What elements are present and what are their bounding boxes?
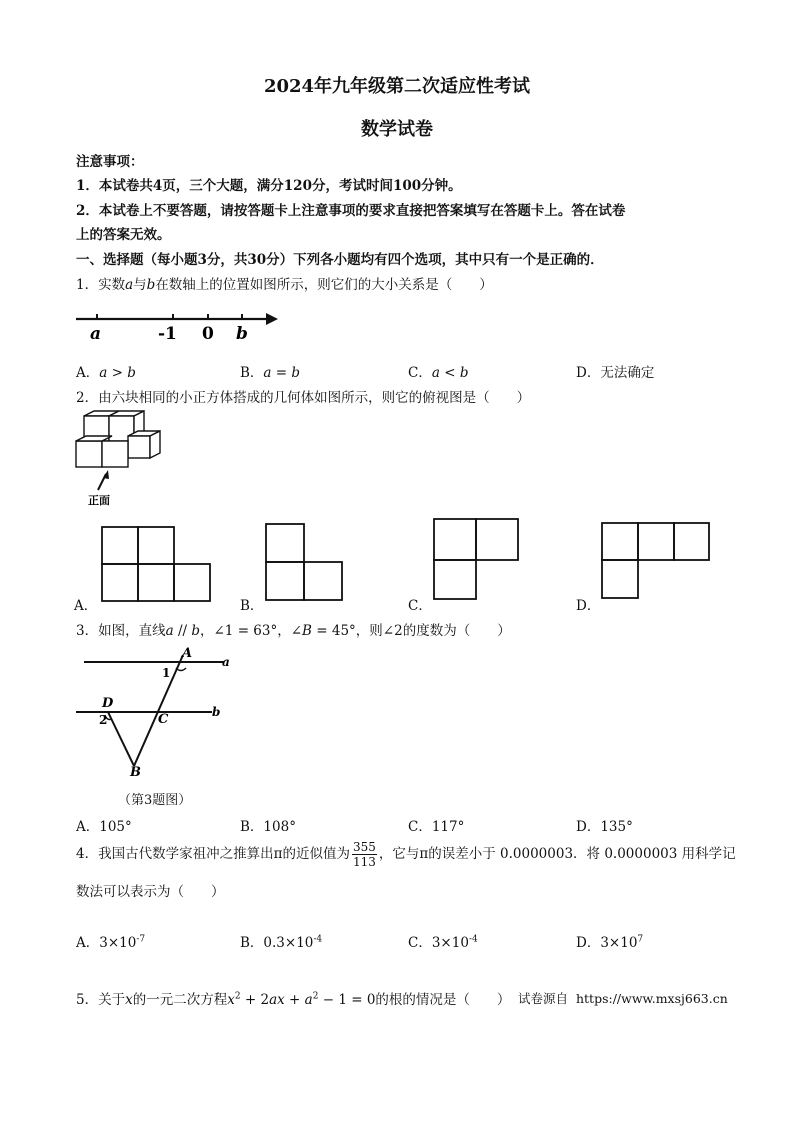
q5-stem-mid: 的一元二次方程 bbox=[132, 992, 228, 1008]
q5-eq-ax: ax bbox=[269, 992, 285, 1008]
q4-fraction-numerator: 355 bbox=[352, 840, 376, 854]
q2-option-d-figure bbox=[600, 521, 712, 601]
q3-label-C: C bbox=[158, 712, 169, 727]
q2-cube-side-2 bbox=[150, 431, 160, 458]
source-label: 试卷源自 bbox=[518, 991, 569, 1006]
q3-option-b[interactable]: B．108° bbox=[240, 819, 296, 835]
q1-option-b-lhs: a bbox=[263, 365, 272, 381]
q1-stem-mid: 与 bbox=[133, 277, 147, 293]
q4-option-c-exp: -4 bbox=[468, 934, 478, 945]
q2-cube-front-4 bbox=[76, 441, 102, 467]
q3-label-A: A bbox=[182, 646, 193, 661]
q2-option-c-figure bbox=[432, 517, 522, 601]
q1-option-c-rhs: b bbox=[459, 365, 469, 381]
notes-item-2-line1: 2．本试卷上不要答题，请按答题卡上注意事项的要求直接把答案填写在答题卡上。答在试卷 bbox=[76, 203, 626, 219]
q1-option-b-rhs: b bbox=[291, 365, 301, 381]
q1-number-line-figure bbox=[70, 305, 290, 345]
q3-label-b: b bbox=[212, 705, 221, 719]
q3-label-B: B bbox=[130, 765, 141, 778]
q1-option-c-op: < bbox=[439, 365, 460, 381]
q4-option-d-exp: 7 bbox=[637, 934, 644, 945]
q1-var-b: b bbox=[146, 277, 156, 293]
q1-stem-post: 在数轴上的位置如图所示，则它们的大小关系是（ ） bbox=[155, 277, 493, 293]
q4-stem-line1 bbox=[76, 840, 736, 869]
q2-cube-front-3 bbox=[128, 436, 150, 458]
q4-fraction-denominator: 113 bbox=[352, 855, 376, 869]
q4-option-a-exp: -7 bbox=[136, 934, 146, 945]
q5-stem bbox=[76, 988, 510, 1008]
section-1-heading: 一、选择题（每小题3分，共30分）下列各小题均有四个选项，其中只有一个是正确的． bbox=[76, 252, 604, 268]
q3-option-d[interactable]: D．135° bbox=[576, 819, 633, 835]
q3-label-a: a bbox=[222, 655, 230, 669]
q5-eq-exp2: 2 bbox=[312, 991, 319, 1002]
q4-option-a-coef: 3×10 bbox=[99, 935, 137, 951]
q1-option-a-op: > bbox=[107, 365, 128, 381]
q5-eq-rest: − 1 = 0 bbox=[318, 992, 376, 1008]
q1-option-a-rhs: b bbox=[127, 365, 136, 381]
q3-option-a[interactable]: A．105° bbox=[76, 819, 132, 835]
notes-item-2-line2: 上的答案无效。 bbox=[76, 227, 171, 243]
q3-stem-mid2: = 45°，则∠2的度数为（ ） bbox=[311, 623, 511, 639]
notes-heading: 注意事项： bbox=[76, 154, 144, 170]
q5-stem-post: 的根的情况是（ ） bbox=[375, 992, 511, 1008]
q5-eq-plus: + 2 bbox=[240, 992, 270, 1008]
q1-label-a: a bbox=[90, 324, 102, 344]
q1-label-b: b bbox=[236, 324, 248, 344]
q3-label-2: 2 bbox=[99, 713, 108, 727]
q1-option-b-op: = bbox=[271, 365, 292, 381]
q3-var-a: a bbox=[165, 623, 174, 639]
q1-option-c[interactable] bbox=[408, 361, 468, 381]
q2-option-b[interactable]: B． bbox=[240, 598, 264, 614]
q3-segment-AB bbox=[134, 655, 183, 766]
q5-var-x: x bbox=[125, 992, 133, 1008]
q1-option-a[interactable] bbox=[76, 361, 136, 381]
q1-option-c-lhs: a bbox=[431, 365, 440, 381]
q1-option-b[interactable] bbox=[240, 361, 300, 381]
q4-option-b[interactable] bbox=[240, 931, 322, 951]
q4-option-b-exp: -4 bbox=[313, 934, 323, 945]
q1-stem bbox=[76, 273, 493, 293]
q1-option-a-letter: A． bbox=[76, 365, 100, 381]
q2-option-c[interactable]: C． bbox=[408, 598, 432, 614]
q2-option-a[interactable]: A． bbox=[74, 598, 98, 614]
q3-stem-pre: 3．如图，直线 bbox=[76, 623, 166, 639]
q3-geometry-figure bbox=[72, 643, 242, 778]
q1-stem-pre: 1．实数 bbox=[76, 277, 126, 293]
q2-cube-front-5 bbox=[102, 441, 128, 467]
q4-option-d-coef: 3×10 bbox=[600, 935, 638, 951]
q1-option-b-letter: B． bbox=[240, 365, 264, 381]
q1-option-c-letter: C． bbox=[408, 365, 432, 381]
q2-front-arrow-head bbox=[103, 470, 109, 479]
q3-label-1: 1 bbox=[162, 666, 171, 680]
q1-label-minus1: -1 bbox=[158, 324, 177, 344]
q4-stem-pre: 4．我国古代数学家祖冲之推算出π的近似值为 bbox=[76, 846, 350, 862]
q2-front-label: 正面 bbox=[88, 494, 110, 507]
q2-option-d[interactable]: D． bbox=[576, 598, 601, 614]
q1-var-a: a bbox=[125, 277, 134, 293]
q3-segment-DB bbox=[108, 712, 134, 766]
q3-stem-mid1: ，∠1 = 63°，∠ bbox=[200, 623, 303, 639]
q5-stem-pre: 5．关于 bbox=[76, 992, 126, 1008]
q3-var-B: B bbox=[302, 623, 312, 639]
q5-eq-x: x bbox=[227, 992, 235, 1008]
source-url[interactable]: https://www.mxsj663.cn bbox=[575, 991, 728, 1006]
q3-option-c[interactable]: C．117° bbox=[408, 819, 465, 835]
q3-var-b: b bbox=[191, 623, 200, 639]
q5-eq-plus2: + bbox=[284, 992, 305, 1008]
q1-option-d-letter: D． bbox=[576, 365, 601, 381]
q4-fraction bbox=[352, 840, 377, 869]
q2-option-b-figure bbox=[264, 522, 344, 602]
q4-option-c[interactable] bbox=[408, 931, 478, 951]
page-subtitle: 数学试卷 bbox=[361, 119, 433, 140]
q4-option-d[interactable] bbox=[576, 931, 643, 951]
q1-axis-arrow bbox=[266, 313, 278, 325]
q3-parallel: // bbox=[173, 623, 192, 639]
q1-option-d[interactable] bbox=[576, 361, 654, 381]
q3-stem bbox=[76, 619, 511, 639]
q2-cube-figure bbox=[72, 408, 162, 508]
q3-figure-caption: （第3题图） bbox=[118, 793, 192, 808]
q1-option-d-text: 无法确定 bbox=[600, 365, 655, 381]
q4-option-b-coef: 0.3×10 bbox=[263, 935, 314, 951]
q1-label-zero: 0 bbox=[202, 324, 214, 344]
q4-stem-post: ，它与π的误差小于 0.0000003．将 0.0000003 用科学记 bbox=[378, 846, 736, 862]
q2-option-a-figure bbox=[100, 525, 212, 603]
source-note bbox=[518, 989, 728, 1007]
page-title: 2024年九年级第二次适应性考试 bbox=[263, 76, 531, 97]
q5-eq-exp1: 2 bbox=[234, 991, 241, 1002]
q4-option-d-letter: D． bbox=[576, 935, 601, 951]
notes-item-1: 1．本试卷共4页，三个大题，满分120分，考试时间100分钟。 bbox=[76, 178, 462, 194]
q4-option-b-letter: B． bbox=[240, 935, 264, 951]
q3-label-D: D bbox=[102, 696, 114, 711]
q4-option-c-letter: C． bbox=[408, 935, 432, 951]
q4-stem-line2: 数法可以表示为（ ） bbox=[76, 884, 225, 900]
q4-option-a-letter: A． bbox=[76, 935, 100, 951]
q1-option-a-lhs: a bbox=[99, 365, 108, 381]
q5-eq-a: a bbox=[304, 992, 313, 1008]
q4-option-c-coef: 3×10 bbox=[431, 935, 469, 951]
q4-option-a[interactable] bbox=[76, 931, 145, 951]
q2-stem: 2．由六块相同的小正方体搭成的几何体如图所示，则它的俯视图是（ ） bbox=[76, 390, 531, 406]
